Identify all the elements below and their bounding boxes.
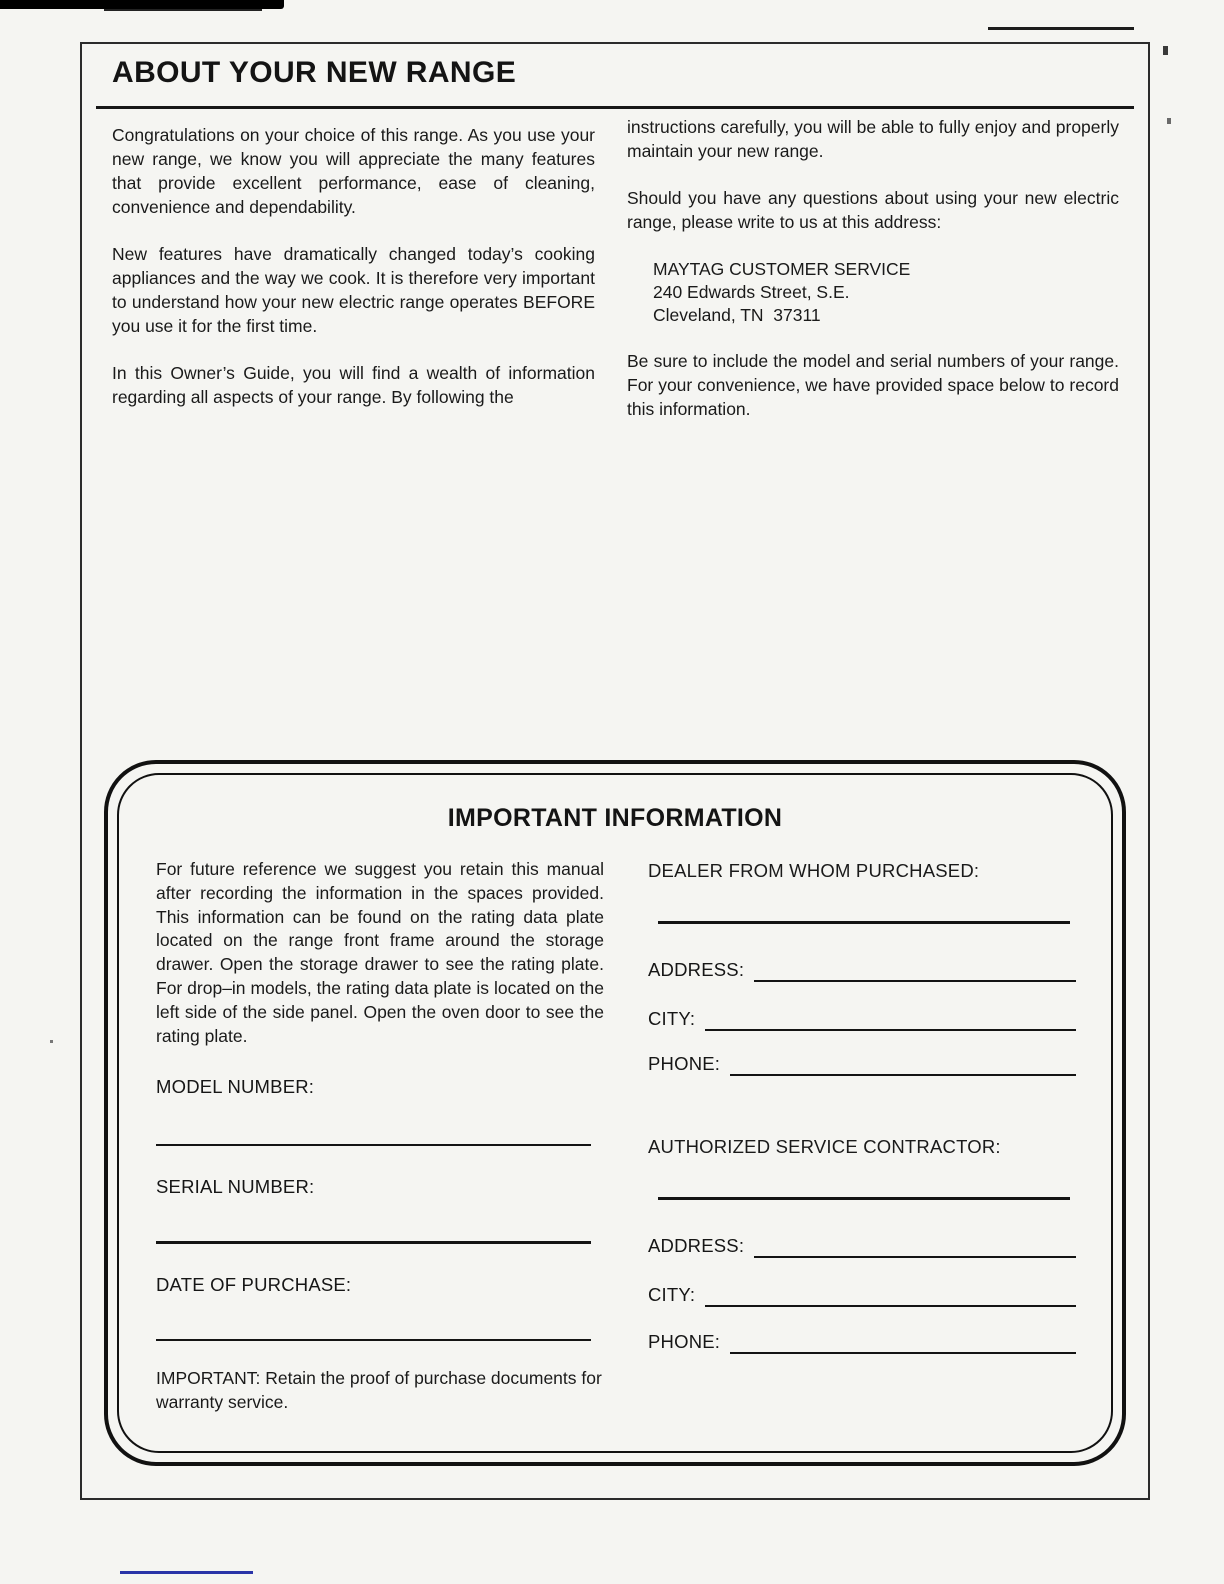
dealer-phone-line	[730, 1060, 1076, 1076]
contractor-heading: AUTHORIZED SERVICE CONTRACTOR:	[648, 1136, 1001, 1158]
intro-paragraph: Be sure to include the model and serial numbers of your range. For your convenience, we have provided space below to record this information.	[627, 351, 1119, 420]
rating-plate-paragraph: For future reference we suggest you retain this manual after recording the information in the spaces provided. This information can be found on the rating data plate located on the range front frame around the storage drawer. Open the storage drawer to see the rating plate. For drop–in models, the rating data plate is located on the left side of the side panel. Open the oven door to see the rating plate.	[156, 859, 604, 1046]
address-label: ADDRESS:	[648, 958, 745, 980]
address-line: 240 Edwards Street, S.E.	[653, 281, 850, 302]
model-number-line	[156, 1144, 591, 1147]
dealer-name-line	[658, 921, 1070, 924]
address-line: MAYTAG CUSTOMER SERVICE	[653, 258, 911, 279]
contractor-address-row	[648, 1233, 1076, 1258]
scan-artifact-bottom-blue-line	[120, 1571, 253, 1574]
dealer-address-row	[648, 957, 1076, 982]
scan-artifact-right-tick-2	[1167, 118, 1171, 124]
scan-artifact-top-bar	[0, 0, 284, 9]
address-label: ADDRESS:	[648, 1234, 745, 1256]
model-number-label: MODEL NUMBER:	[156, 1076, 315, 1098]
info-left-column	[156, 858, 604, 1432]
city-label: CITY:	[648, 1283, 696, 1305]
contractor-city-line	[705, 1291, 1076, 1307]
address-line: Cleveland, TN 37311	[653, 305, 821, 326]
contractor-phone-line	[730, 1338, 1076, 1354]
dealer-phone-row	[648, 1051, 1076, 1076]
intro-paragraph: instructions carefully, you will be able to fully enjoy and properly maintain your new range.	[627, 117, 1119, 161]
scan-artifact-top-bar-tail	[104, 9, 262, 11]
intro-paragraph: Should you have any questions about using your new electric range, please write to us at this address:	[627, 187, 1119, 232]
info-box-title: IMPORTANT INFORMATION	[447, 804, 783, 832]
contractor-city-row	[648, 1282, 1076, 1307]
dealer-heading: DEALER FROM WHOM PURCHASED:	[648, 860, 980, 881]
page-title: ABOUT YOUR NEW RANGE	[112, 56, 517, 89]
page-border	[80, 42, 1150, 1500]
date-of-purchase-line	[156, 1339, 591, 1342]
info-right-column	[648, 858, 1076, 1378]
serial-number-label: SERIAL NUMBER:	[156, 1176, 315, 1198]
contractor-address-line	[754, 1242, 1076, 1258]
proof-of-purchase-note: IMPORTANT: Retain the proof of purchase documents for warranty service.	[156, 1368, 602, 1412]
contractor-phone-row	[648, 1329, 1076, 1354]
dealer-address-line	[754, 966, 1076, 982]
dealer-city-line	[705, 1015, 1076, 1031]
intro-paragraph: New features have dramatically changed today’s cooking appliances and the way we cook. It is therefore very important to understand how your new electric range operates BEFORE you use it for the first time.	[112, 243, 595, 336]
maytag-address-block	[653, 258, 1119, 327]
intro-right-column	[627, 116, 1119, 445]
scan-artifact-top-right-line	[988, 27, 1134, 30]
city-label: CITY:	[648, 1007, 696, 1029]
intro-paragraph: In this Owner’s Guide, you will find a wealth of information regarding all aspects of your range. By following the	[112, 362, 595, 407]
phone-label: PHONE:	[648, 1052, 721, 1074]
intro-paragraph: Congratulations on your choice of this range. As you use your new range, we know you will appreciate the many features that provide excellent performance, ease of cleaning, convenience and dependability.	[112, 125, 595, 217]
dealer-city-row	[648, 1006, 1076, 1031]
contractor-name-line	[658, 1197, 1070, 1200]
title-divider	[96, 106, 1134, 109]
scan-artifact-left-speck	[50, 1040, 53, 1043]
important-info-box	[104, 760, 1126, 1466]
scan-artifact-right-tick-1	[1163, 46, 1168, 55]
phone-label: PHONE:	[648, 1331, 721, 1353]
date-of-purchase-label: DATE OF PURCHASE:	[156, 1273, 352, 1295]
intro-left-column	[112, 124, 595, 433]
serial-number-line	[156, 1241, 591, 1244]
